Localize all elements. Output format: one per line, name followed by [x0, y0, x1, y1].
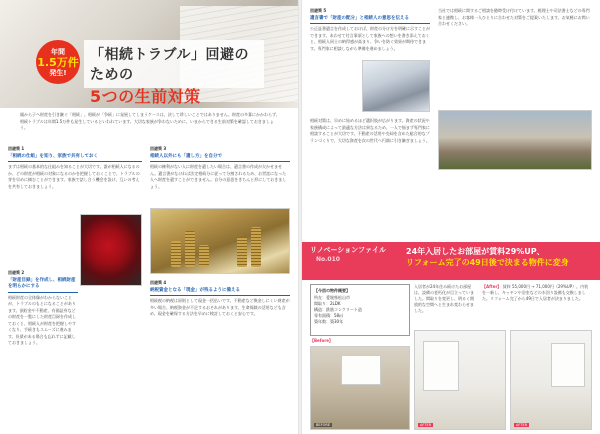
section-1 [8, 146, 142, 190]
column-2 [150, 146, 290, 191]
column-1 [8, 146, 142, 191]
info-line: 築年数：築30年 [314, 319, 344, 324]
right-body-text-2: 当社では相続に関するご相談を随時受け付けています。税理士や司法書士などの専門家と連携し、お客様一人ひとりに合わせた対策をご提案いたします。お気軽にお問い合わせください。 [438, 8, 590, 26]
section-body: まずは相続の基本的な仕組みを知ることが大切です。誰が相続人になるのか、どの財産が相続の対象になるのかを把握しておくことで、トラブルの芽を早めに摘むことができます。家族で話し合う機会を設け、互いの考えを共有しておきましょう。 [8, 164, 140, 189]
renovation-label: リノベーションファイル [310, 246, 387, 254]
section-3 [150, 146, 290, 190]
after-room-photo-1 [414, 330, 506, 430]
feature-title [84, 40, 264, 106]
coin-stack [171, 241, 181, 267]
meeting-photo [362, 60, 430, 112]
room-caption: AFTER [516, 423, 528, 427]
before-room-photo [310, 346, 410, 430]
section-heading: 相続人以外にも「遺し方」を自分で [150, 154, 290, 163]
room-caption: AFTER [420, 423, 432, 427]
renovation-number: No.010 [316, 256, 340, 263]
window [341, 355, 381, 385]
title-line1: 「相続トラブル」回避のための [90, 47, 249, 83]
column-2b [150, 280, 290, 319]
badge-line2: 1.5万件 [37, 56, 79, 69]
coin-stack [185, 231, 195, 267]
section-heading: 「相続の仕組」を知り、家族で共有しておく [8, 154, 142, 163]
rose-photo [80, 214, 142, 286]
section-heading: 遺言書で「財産の配分」と相続人の意思を伝える [310, 16, 430, 25]
coins-photo [150, 208, 290, 274]
section-body: 相続の権利がない人に財産を遺したい場合は、遺言書の作成が欠かせません。遺言書がなければ法定相続分に従って分割されるため、お世話になった人へ財産を遺すことができません。自分の意思をきちんと形にしておきましょう。 [150, 164, 287, 189]
lead-text: 親から子へ財産を引き継ぐ「相続」。相続が「争続」に発展してしまうケースは、決して珍しいことではありません。財産の多寡にかかわらず、相続トラブルは年間1.5万件も発生しているといわれています。大切な家族が争わないために、いまからできる生前対策を確認しておきましょう。 [20, 112, 280, 130]
window [423, 341, 459, 391]
after-room-photo-2 [510, 330, 592, 430]
room-caption: BEFORE [316, 423, 331, 427]
info-line: 間取り：2LDK [314, 301, 341, 306]
right-column-1b [310, 118, 430, 144]
section-label: 回避策 2 [8, 270, 25, 275]
info-line: 専有面積：58㎡ [314, 313, 344, 318]
before-tag: 【Before】 [310, 338, 333, 343]
renovation-banner [302, 242, 600, 280]
coin-stack [237, 237, 247, 267]
section-body: 相続税の納税は原則として現金一括払いです。不動産など換金しにくい財産が多い場合、納税資金が不足するおそれがあります。生命保険の活用なども含め、現金を確保する方法を早めに検討しておくと安心です。 [150, 298, 290, 316]
right-column-2 [438, 8, 592, 28]
section-body: 公正証書遺言を作成しておけば、財産の分け方を明確に示すことができます。あわせて付言事項として家族への想いを書き添えておくと、相続人同士の納得感が高まり、争いを防ぐ効果が期待できます。専門家に相談しながら準備を進めましょう。 [310, 26, 430, 51]
stat-badge [36, 40, 80, 84]
after-column [482, 284, 592, 302]
section-heading: 納税資金となる「現金」が残るように備える [150, 288, 290, 297]
section-label: 回避策 4 [150, 280, 167, 285]
section-5 [310, 8, 430, 52]
info-line: 所在：愛媛県松山市 [314, 295, 350, 300]
right-page [302, 0, 600, 434]
after-label: 【After】 [482, 284, 502, 289]
right-column-1 [310, 8, 430, 53]
section-label: 回避策 3 [150, 146, 167, 151]
section-4 [150, 280, 290, 318]
headline-line2: リフォーム完了の49日後で決まる物件に変身 [406, 258, 569, 267]
title-line2: 5つの生前対策 [90, 87, 201, 106]
left-page [0, 0, 298, 434]
section-label: 回避策 1 [8, 146, 25, 151]
badge-line3: 発生! [49, 69, 67, 77]
headline-line1: 24年入居したお部屋が賃料29%UP、 [406, 247, 545, 256]
badge-line1: 年間 [51, 48, 65, 56]
info-title: 【今回の物件概要】 [314, 288, 350, 293]
coin-stack [199, 245, 209, 267]
property-info-box [310, 284, 410, 336]
renovation-headline [406, 246, 569, 268]
section-body: 相続財産の全体像がわからないことが、トラブルのもとになることがあります。預貯金や不動産、有価証券などの財産を一覧にした財産目録を作成しておくと、相続人が財産を把握しやすくなり、手続きもスムーズに進みます。負債がある場合も忘れずに記載しておきましょう。 [8, 294, 76, 345]
coin-stack [251, 227, 261, 267]
info-line: 構造：鉄筋コンクリート造 [314, 307, 362, 312]
column-1b [8, 270, 78, 348]
house-photo [438, 110, 592, 170]
window [551, 343, 585, 387]
right-body-text: 相続対策は、早めに始めるほど選択肢が広がります。資産の状況や家族構成によって最適な方法は異なるため、一人で悩まず専門家に相談することが大切です。不動産の活用や売却を含めた総合的なプランづくりで、大切な資産を次の世代へ円満に引き継ぎましょう。 [310, 118, 430, 143]
section-2 [8, 270, 78, 347]
section-label: 回避策 5 [310, 8, 327, 13]
renovation-text: 入居者が24年住み続けたお部屋は、設備の老朽化が目立っていました。間取りを変更し、明るく開放的な空間へと生まれ変わらせました。 [414, 284, 474, 313]
after-text: 賃料 55,000円 → 71,000円（29%UP）。内装を一新し、キッチンや浴室などの水回り設備も交換しました。リフォーム完了から49日で入居者が決まりました。 [482, 284, 589, 301]
section-heading: 「財産目録」を作成し、相続財産を明らかにする [8, 278, 78, 293]
